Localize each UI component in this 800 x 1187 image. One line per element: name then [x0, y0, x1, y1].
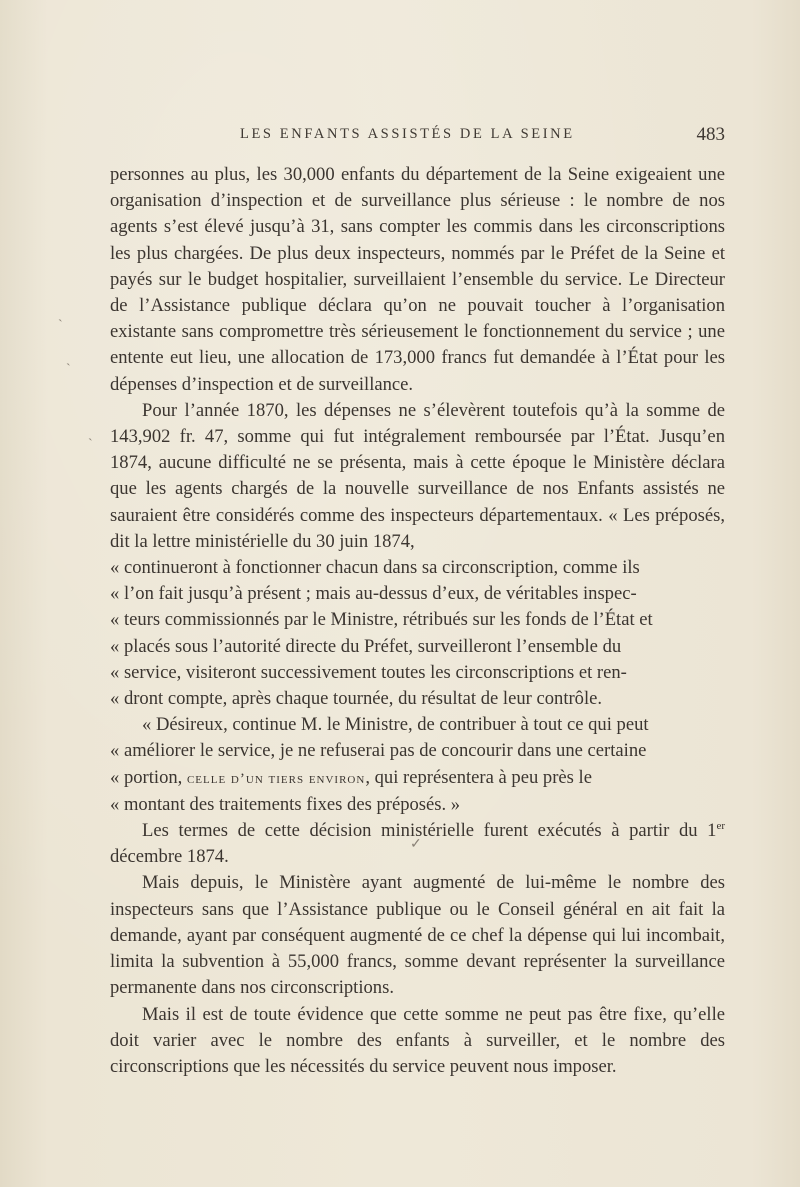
margin-mark-2: ˋ — [66, 362, 71, 377]
paragraph-5: Mais il est de toute évidence que cette somme ne peut pas être fixe, qu’elle doit varier avec le nombre des enfants à surveiller, et le nombre des circonscriptions que les nécessités du service peuvent nous imposer. — [110, 1003, 725, 1077]
paragraph-2: Pour l’année 1870, les dépenses ne s’élevèrent toutefois qu’à la somme de 143,902 fr. 47, somme qui fut intégralement remboursée par l’État. Jusqu’en 1874, aucune difficulté ne se présenta, mais à cette époque le Ministère déclara que les agents chargés de la nouvelle surveillance de nos Enfants assistés ne sauraient être considérés comme des inspecteurs départementaux. « Les préposés, dit la lettre ministérielle du 30 juin 1874, — [110, 399, 725, 552]
margin-mark-3: ˋ — [88, 437, 93, 452]
paragraph-3-text: Les termes de cette décision ministérielle furent exécutés à partir du 1 — [142, 820, 717, 842]
paragraph-1: personnes au plus, les 30,000 enfants du département de la Seine exigeaient une organisation d’inspection et de surveillance plus sérieuse : le nombre de nos agents s’est élevé jusqu’à 31, sans compter les commis dans les circonscriptions les plus chargées. De plus deux inspecteurs, nommés par le Préfet de la Seine et payés sur le budget hospitalier, surveillaient l’ensemble du service. Le Directeur de l’Assistance publique déclara qu’on ne pouvait toucher à l’organisation existante sans compromettre très sérieusement le fonctionnement du service ; une entente eut lieu, une allocation de 173,000 francs fut demandée à l’État pour les dépenses d’inspection et de surveillance. — [110, 164, 725, 395]
ordinal-superscript: er — [716, 819, 725, 832]
quote-line-3: « teurs commissionnés par le Ministre, rétribués sur les fonds de l’État et — [110, 609, 653, 631]
quote-line-9-end: , qui représentera à peu près le — [365, 766, 592, 788]
paragraph-3-end: décembre 1874. — [110, 846, 229, 868]
quote-line-4: « placés sous l’autorité directe du Préfet, surveilleront l’ensemble du — [110, 635, 622, 657]
quote-line-8: « améliorer le service, je ne refuserai pas de concourir dans une certaine — [110, 740, 647, 762]
page-header — [110, 126, 725, 150]
quote-line-1: « continueront à fonctionner chacun dans sa circonscription, comme ils — [110, 557, 640, 579]
quote-line-2: « l’on fait jusqu’à présent ; mais au-dessus d’eux, de véritables inspec- — [110, 583, 637, 605]
quote-line-10: « montant des traitements fixes des préposés. » — [110, 793, 461, 815]
small-caps-phrase: celle d’un tiers environ — [186, 770, 366, 787]
quote-line-7: « Désireux, continue M. le Ministre, de contribuer à tout ce qui peut — [142, 714, 649, 736]
quote-line-6: « dront compte, après chaque tournée, du résultat de leur contrôle. — [110, 688, 603, 710]
quote-line-9 — [110, 765, 725, 792]
margin-mark-4: ✓ — [410, 837, 422, 852]
margin-mark-1: ˋ — [58, 318, 63, 333]
quote-line-5: « service, visiteront successivement toutes les circonscriptions et ren- — [110, 661, 627, 683]
page-number: 483 — [696, 124, 725, 145]
body-text — [110, 162, 725, 1080]
paragraph-4: Mais depuis, le Ministère ayant augmenté de lui-même le nombre des inspecteurs sans que l’Assistance publique ou le Conseil général en ait fait la demande, ayant par conséquent augmenté de ce chef la dépense qui lui incombait, limita la subvention à 55,000 francs, somme devant représenter la surveillance permanente dans nos circonscriptions. — [110, 872, 725, 999]
running-title: LES ENFANTS ASSISTÉS DE LA SEINE — [240, 126, 575, 142]
quote-line-9-start: « portion, — [110, 766, 183, 788]
